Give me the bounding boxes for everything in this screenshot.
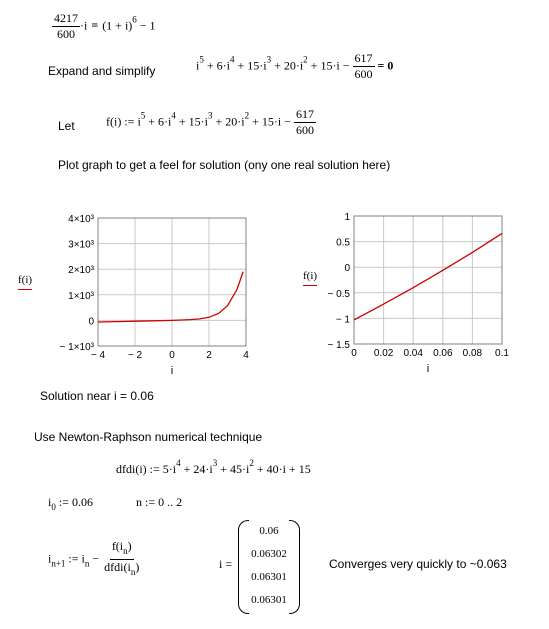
x-tick-label: 0.04 xyxy=(403,348,423,359)
initial-guess: $i_0$ := 0.06 xyxy=(48,495,93,512)
series-line xyxy=(98,272,243,322)
let-label: Let xyxy=(58,119,75,133)
y-tick-label: 1×10³ xyxy=(68,290,94,302)
y-tick-label: − 1×10³ xyxy=(59,342,94,353)
plot-note: Plot graph to get a feel for solution (ony one real solution here) xyxy=(58,158,391,172)
series-line xyxy=(354,233,502,320)
chart1-ylabel: f(i) xyxy=(18,274,33,286)
result-value: 0.06302 xyxy=(251,548,287,560)
x-tick-label: 0.06 xyxy=(433,348,453,359)
x-tick-label: 0 xyxy=(169,350,175,361)
y-tick-label: − 1 xyxy=(335,314,350,326)
chart2-ylabel: f(i) xyxy=(303,270,318,282)
y-tick-label: − 1.5 xyxy=(327,340,350,351)
method-note: Use Newton-Raphson numerical technique xyxy=(34,430,263,444)
x-tick-label: 0.08 xyxy=(462,348,483,359)
y-tick-label: 0 xyxy=(344,263,350,275)
result-value: 0.06301 xyxy=(251,594,287,606)
result-value: 0.06301 xyxy=(251,571,287,583)
x-tick-label: 4 xyxy=(243,350,249,361)
result-value: 0.06 xyxy=(259,525,279,537)
y-tick-label: 0.5 xyxy=(336,237,350,249)
plot-frame xyxy=(354,216,502,344)
x-axis-label: i xyxy=(170,365,174,377)
chart-zoom xyxy=(327,208,520,378)
x-tick-label: 0.02 xyxy=(373,348,394,359)
expanded-polynomial: $i^5 + 6\cdot i^4 + 15\cdot i^3 + 20\cdot i^2 + 15\cdot i$ − $\frac{617}{600}$ = 0 xyxy=(196,51,394,81)
newton-iteration: $i_{n+1}$ := $i_n$ − $\frac{f(i_n)}{dfdi(i_n)}$ xyxy=(48,539,140,577)
y-tick-label: 1 xyxy=(344,212,350,223)
y-tick-label: 0 xyxy=(88,316,94,328)
y-tick-label: 4×10³ xyxy=(68,214,94,225)
result-vector xyxy=(238,520,300,612)
y-tick-label: 2×10³ xyxy=(68,265,94,277)
y-tick-label: 3×10³ xyxy=(68,239,94,251)
derivative-definition: dfdi(i) := $5\cdot i^4 + 24\cdot i^3 + 45\cdot i^2 + 40\cdot i + 15$ xyxy=(116,458,311,476)
chart-overview xyxy=(56,210,256,380)
equation-original: $\frac{4217}{600}$ $\cdot i = (1 + i)^6 - 1$ xyxy=(54,11,156,41)
iteration-range: n := 0 .. 2 xyxy=(136,495,183,509)
solution-note: Solution near i = 0.06 xyxy=(40,389,154,403)
x-tick-label: 0.1 xyxy=(495,348,509,359)
result-label: i = xyxy=(219,557,233,571)
x-axis-label: i xyxy=(426,363,430,375)
y-tick-label: − 0.5 xyxy=(327,288,350,300)
x-tick-label: − 4 xyxy=(90,350,106,361)
x-tick-label: 2 xyxy=(206,350,212,361)
expand-label: Expand and simplify xyxy=(48,64,156,78)
x-tick-label: 0 xyxy=(351,348,357,359)
function-definition: f(i) := $i^5 + 6\cdot i^4 + 15\cdot i^3 + 20\cdot i^2 + 15\cdot i$ − $\frac{617}{600}$ xyxy=(106,107,314,137)
conclusion: Converges very quickly to ~0.063 xyxy=(329,557,507,571)
x-tick-label: − 2 xyxy=(127,350,143,361)
